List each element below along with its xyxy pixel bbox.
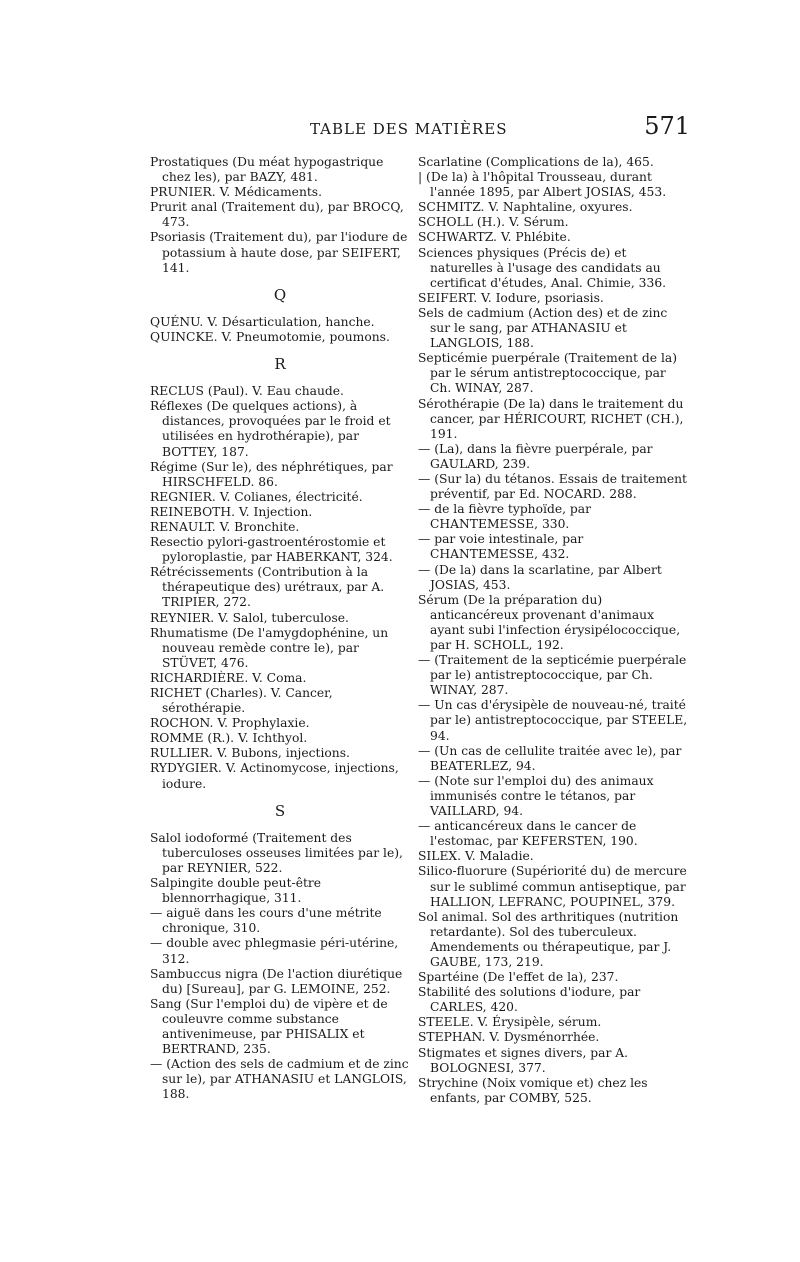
index-entry: REYNIER. V. Salol, tuberculose. — [150, 610, 349, 625]
index-entry: RICHET (Charles). V. Cancer, sérothérapie. — [150, 686, 333, 716]
index-entry: Salpingite double peut-être blennorrhagique, 311. — [150, 876, 322, 906]
index-entry: Sérothérapie (De la) dans le traitement du cancer, par HÉRICOURT, RICHET (CH.), 191. — [418, 396, 684, 441]
index-entry: PRUNIER. V. Médicaments. — [150, 185, 323, 200]
index-entry: — double avec phlegmasie péri-utérine, 312. — [150, 936, 399, 966]
index-entry: | (De la) à l'hôpital Trousseau, durant l'année 1895, par Albert JOSIAS, 453. — [418, 170, 667, 200]
index-entry: Spartéine (De l'effet de la), 237. — [418, 970, 619, 985]
index-entry: REGNIER. V. Colianes, électricité. — [150, 489, 363, 504]
index-entry: Sciences physiques (Précis de) et naturelles à l'usage des candidats au certificat d'études, Anal. Chimie, 336. — [418, 245, 667, 290]
index-entry: STEELE. V. Érysipèle, sérum. — [418, 1015, 602, 1030]
index-entry: — par voie intestinale, par CHANTEMESSE, 432. — [418, 532, 584, 562]
left-column — [150, 155, 410, 1102]
index-entry: Rétrécissements (Contribution à la thérapeutique des) urétraux, par A. TRIPIER, 272. — [150, 565, 385, 610]
index-entry: SCHWARTZ. V. Phlébite. — [418, 230, 571, 245]
index-entry: — (Un cas de cellulite traitée avec le), par BEATERLEZ, 94. — [418, 743, 682, 773]
page-number: 571 — [644, 112, 690, 140]
index-entry: Sol animal. Sol des arthritiques (nutrition retardante). Sol des tuberculeux. Amendements ou thérapeutique, par J. GAUBE, 173, 219. — [418, 909, 679, 969]
index-entry: RECLUS (Paul). V. Eau chaude. — [150, 384, 344, 399]
page-header — [150, 112, 690, 148]
index-entry: RENAULT. V. Bronchite. — [150, 519, 300, 534]
index-entry: — aiguë dans les cours d'une métrite chronique, 310. — [150, 906, 382, 936]
section-letter-q: Q — [273, 285, 287, 304]
index-entry: Réflexes (De quelques actions), à distances, provoquées par le froid et utilisées en hydrothérapie), par BOTTEY, 187. — [150, 399, 391, 459]
index-entry: Stigmates et signes divers, par A. BOLOGNESI, 377. — [418, 1045, 629, 1075]
index-entry: QUINCKE. V. Pneumotomie, poumons. — [150, 329, 390, 344]
index-entry: Régime (Sur le), des néphrétiques, par HIRSCHFELD. 86. — [150, 459, 393, 489]
index-entry: Resectio pylori-gastroentérostomie et pyloroplastie, par HABERKANT, 324. — [150, 535, 393, 565]
index-entry: Rhumatisme (De l'amygdophénine, un nouveau remède contre le), par STÜVET, 476. — [150, 625, 389, 670]
index-entry: Sambuccus nigra (De l'action diurétique du) [Sureau], par G. LEMOINE, 252. — [150, 966, 403, 996]
index-entry: RULLIER. V. Bubons, injections. — [150, 746, 350, 761]
index-entry: QUÉNU. V. Désarticulation, hanche. — [150, 314, 375, 329]
index-entry: Prostatiques (Du méat hypogastrique chez les), par BAZY, 481. — [150, 155, 384, 185]
index-entry: — (La), dans la fièvre puerpérale, par GAULARD, 239. — [418, 441, 653, 471]
index-entry: — anticancéreux dans le cancer de l'estomac, par KEFERSTEN, 190. — [418, 819, 638, 849]
index-entry: Prurit anal (Traitement du), par BROCQ, 473. — [150, 200, 404, 230]
index-entry: RYDYGIER. V. Actinomycose, injections, iodure. — [150, 761, 399, 791]
index-entry: ROCHON. V. Prophylaxie. — [150, 716, 310, 731]
index-entry: ROMME (R.). V. Ichthyol. — [150, 731, 308, 746]
index-entry: Sels de cadmium (Action des) et de zinc sur le sang, par ATHANASIU et LANGLOIS, 188. — [418, 305, 668, 351]
index-entry: RICHARDIÈRE. V. Coma. — [150, 670, 307, 685]
index-entry: Sérum (De la préparation du) anticancéreux provenant d'animaux ayant subi l'infection érysipélococcique, par H. SCHOLL, 192. — [418, 592, 681, 652]
index-entry: — (Action des sels de cadmium et de zinc sur le), par ATHANASIU et LANGLOIS, 188. — [150, 1057, 409, 1102]
index-entry: — (Traitement de la septicémie puerpérale par le) antistreptococcique, par Ch. WINAY, 287. — [418, 653, 687, 698]
index-entry: Sang (Sur l'emploi du) de vipère et de couleuvre comme substance antivenimeuse, par PHISALIX et BERTRAND, 235. — [150, 996, 388, 1057]
index-entry: SCHMITZ. V. Naphtaline, oxyures. — [418, 200, 633, 215]
index-entry: Stabilité des solutions d'iodure, par CARLES, 420. — [418, 985, 641, 1015]
index-entry: REINEBOTH. V. Injection. — [150, 504, 313, 519]
index-entry: SILEX. V. Maladie. — [418, 849, 534, 864]
right-column — [418, 155, 688, 1106]
index-entry: Septicémie puerpérale (Traitement de la) par le sérum antistreptococcique, par Ch. WINAY, 287. — [418, 351, 678, 396]
index-entry: Psoriasis (Traitement du), par l'iodure de potassium à haute dose, par SEIFERT, 141. — [150, 230, 408, 275]
index-entry: Silico-fluorure (Supériorité du) de mercure sur le sublimé commun antiseptique, par HALLION, LEFRANC, POUPINEL, 379. — [418, 864, 687, 909]
index-entry: Strychine (Noix vomique et) chez les enfants, par COMBY, 525. — [418, 1075, 648, 1105]
index-entry: SCHOLL (H.). V. Sérum. — [418, 215, 569, 230]
index-entry: Salol iodoformé (Traitement des tuberculoses osseuses limitées par le), par REYNIER, 522. — [150, 830, 403, 875]
section-letter-r: R — [274, 355, 286, 374]
running-title: TABLE DES MATIÈRES — [310, 120, 508, 138]
index-entry: — de la fièvre typhoïde, par CHANTEMESSE, 330. — [418, 502, 591, 532]
index-entry: — (De la) dans la scarlatine, par Albert JOSIAS, 453. — [418, 562, 662, 592]
index-entry: — Un cas d'érysipèle de nouveau-né, traité par le) antistreptococcique, par STEELE, 94. — [418, 698, 688, 743]
index-entry: SEIFERT. V. Iodure, psoriasis. — [418, 290, 604, 305]
section-letter-s: S — [274, 801, 286, 820]
index-entry: — (Sur la) du tétanos. Essais de traitement préventif, par Ed. NOCARD. 288. — [418, 471, 687, 502]
index-entry: STEPHAN. V. Dysménorrhée. — [418, 1030, 600, 1045]
index-entry: Scarlatine (Complications de la), 465. — [418, 155, 654, 169]
index-entry: — (Note sur l'emploi du) des animaux immunisés contre le tétanos, par VAILLARD, 94. — [418, 773, 654, 819]
